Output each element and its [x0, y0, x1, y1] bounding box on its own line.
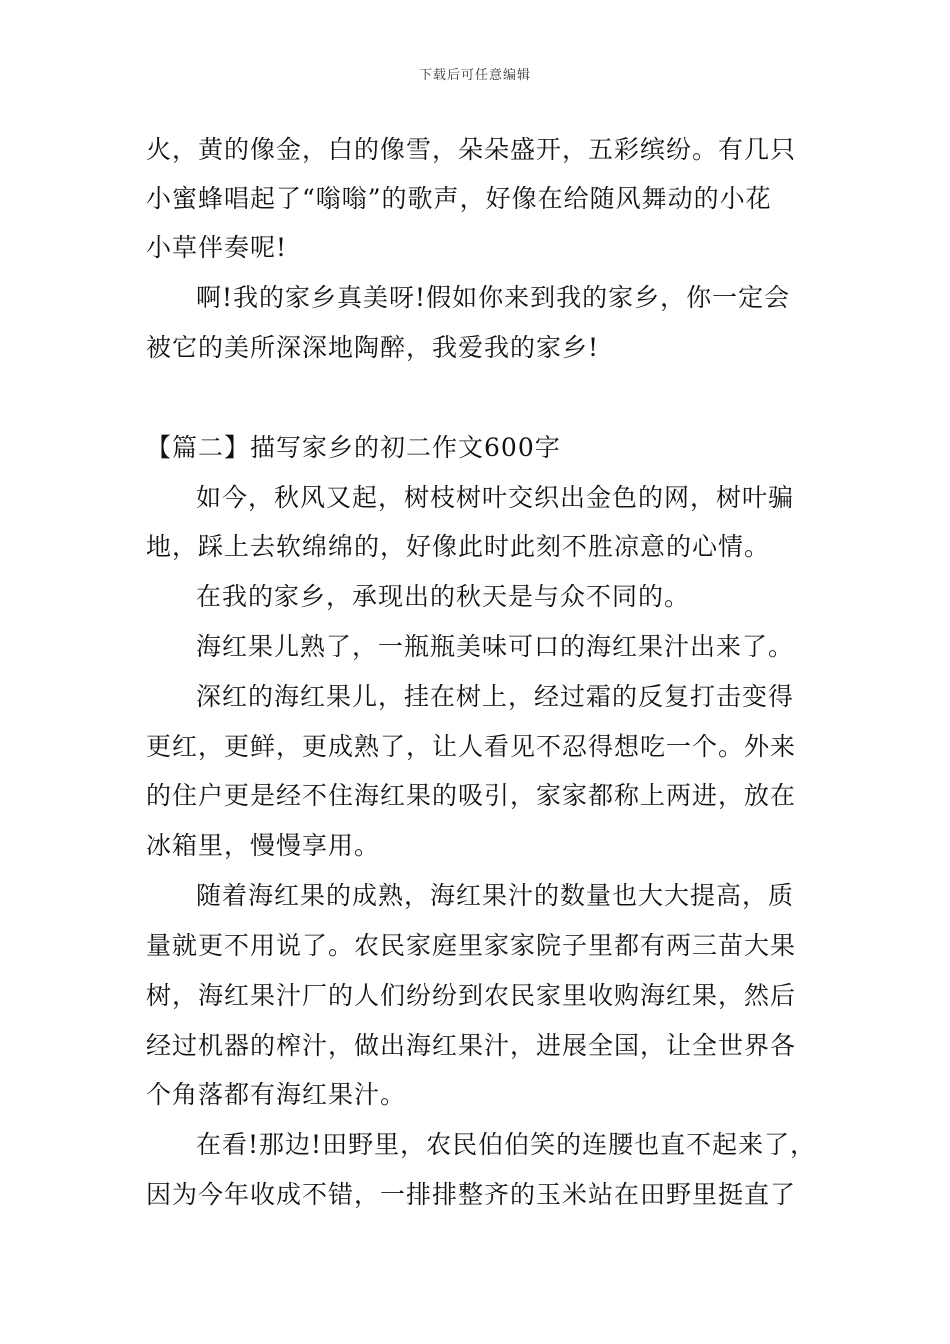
paragraph-line: 随着海红果的成熟，海红果汁的数量也大大提高，质: [196, 881, 795, 910]
paragraph-line: 量就更不用说了。农民家庭里家家院子里都有两三苗大果: [146, 931, 797, 960]
paragraph-line: 个角落都有海红果汁。: [146, 1080, 407, 1109]
page-header: 下载后可任意编辑: [418, 68, 531, 83]
paragraph-line: 小草伴奏呢!: [146, 233, 288, 262]
paragraph-line: 如今，秋风又起，树枝树叶交织出金色的网，树叶骗: [196, 483, 795, 512]
paragraph-line: 树，海红果汁厂的人们纷纷到农民家里收购海红果，然后: [146, 981, 797, 1010]
paragraph-line: 在看!那边!田野里，农民伯伯笑的连腰也直不起来了，: [196, 1130, 817, 1159]
paragraph-line: 火，黄的像金，白的像雪，朵朵盛开，五彩缤纷。有几只: [146, 135, 797, 164]
paragraph-line: 地，踩上去软绵绵的，好像此时此刻不胜凉意的心情。: [146, 532, 771, 561]
paragraph-line: 海红果儿熟了，一瓶瓶美味可口的海红果汁出来了。: [196, 632, 795, 661]
paragraph-line: 的住户更是经不住海红果的吸引，家家都称上两进，放在: [146, 781, 797, 810]
paragraph-line: 经过机器的榨汁，做出海红果汁，进展全国，让全世界各: [146, 1031, 797, 1060]
paragraph-line: 小蜜蜂唱起了“嗡嗡”的歌声，好像在给随风舞动的小花: [146, 184, 772, 213]
paragraph-line: 深红的海红果儿，挂在树上，经过霜的反复打击变得: [196, 682, 795, 711]
paragraph-line: 更红，更鲜，更成熟了，让人看见不忍得想吃一个。外来: [146, 732, 797, 761]
paragraph-line: 被它的美所深深地陶醉，我爱我的家乡!: [146, 333, 600, 362]
paragraph-line: 因为今年收成不错，一排排整齐的玉米站在田野里挺直了: [146, 1180, 797, 1209]
paragraph-line: 啊!我的家乡真美呀!假如你来到我的家乡，你一定会: [196, 283, 791, 312]
section-heading: 【篇二】描写家乡的初二作文600字: [146, 433, 561, 462]
paragraph-line: 在我的家乡，承现出的秋天是与众不同的。: [196, 582, 691, 611]
paragraph-line: 冰箱里，慢慢享用。: [146, 831, 381, 860]
